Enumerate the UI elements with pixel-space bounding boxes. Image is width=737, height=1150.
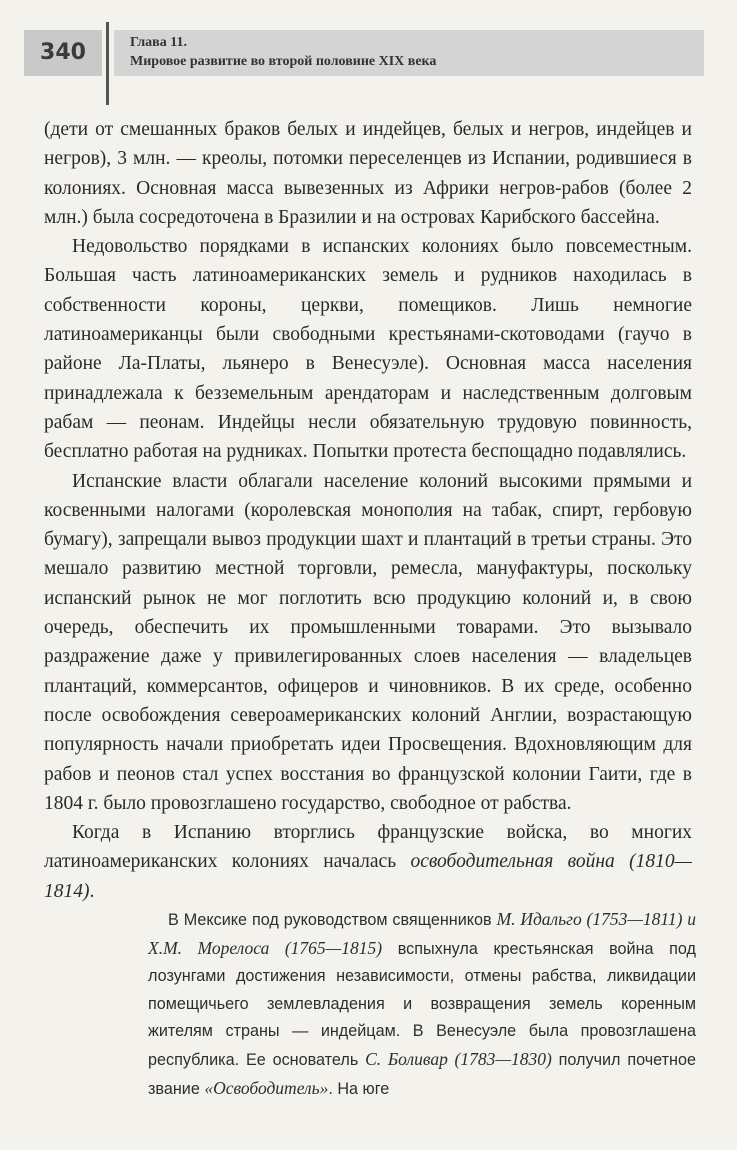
chapter-label: Глава 11.	[130, 35, 187, 50]
paragraph-4-end: .	[89, 880, 95, 902]
sidebar-paragraph	[148, 906, 696, 1103]
paragraph-2: Недовольство порядками в испанских колониях было повсеместным. Большая часть латиноамериканских земель и рудников находилась в собственности короны, церкви, помещиков. Лишь немногие латиноамериканцы были свободными крестьянами-скотоводами (гаучо в районе Ла-Платы, льянеро в Венесуэле). Основная масса населения принадлежала к безземельным арендаторам и наследственным долговым рабам — пеонам. Индейцы несли обязательную трудовую повинность, бесплатно работая на рудниках. Попытки протеста беспощадно подавлялись.	[44, 236, 692, 463]
sidebar-emphasis-3: «Освободитель»	[204, 1077, 329, 1098]
sidebar-text-1: В Мексике под руководством священников	[168, 911, 497, 929]
header-divider	[106, 22, 109, 105]
sidebar-text-3: получил почетное звание	[148, 1050, 696, 1098]
sidebar-note	[148, 906, 696, 1103]
chapter-title: Мировое развитие во второй половине XIX века	[130, 54, 437, 69]
sidebar-text-4: . На юге	[328, 1079, 390, 1098]
sidebar-emphasis-2: С. Боливар (1783—1830)	[365, 1048, 552, 1069]
paragraph-4	[44, 818, 692, 906]
sidebar-emphasis-1: М. Идальго (1753—1811) и Х.М. Морелоса (1765—1815)	[148, 909, 696, 958]
running-title-band	[114, 30, 704, 76]
paragraph-4-emphasis: освободительная война (1810—1814)	[44, 851, 692, 902]
paragraph-1: (дети от смешанных браков белых и индейцев, белых и негров, индейцев и негров), 3 млн. — креолы, потомки переселенцев из Испании, родившиеся в колониях. Основная масса вывезенных из Африки негров-рабов (более 2 млн.) была сосредоточена в Бразилии и на островах Карибского бассейна.	[44, 119, 692, 228]
main-text	[44, 115, 692, 906]
page-number: 340	[40, 40, 86, 65]
page-header	[0, 0, 737, 100]
sidebar-text-2: вспыхнула крестьянская война под лозунгами достижения независимости, отмены рабства, ликвидации помещичьего землевладения и возвращения земель коренным жителям страны — индейцам. В Венесуэле была провозглашена республика. Ее основатель	[148, 939, 696, 1069]
page-number-box	[24, 30, 102, 76]
paragraph-4-text: Когда в Испанию вторглись французские войска, во многих латиноамериканских колониях началась	[44, 822, 692, 873]
paragraph-3: Испанские власти облагали население колоний высокими прямыми и косвенными налогами (королевская монополия на табак, спирт, гербовую бумагу), запрещали вывоз продукции шахт и плантаций в третьи страны. Это мешало развитию местной торговли, ремесла, мануфактуры, поскольку испанский рынок не мог поглотить всю продукцию колоний и, в свою очередь, обеспечить их промышленными товарами. Это вызывало раздражение даже у привилегированных слоев населения — владельцев плантаций, коммерсантов, офицеров и чиновников. В их среде, особенно после освобождения североамериканских колоний Англии, возрастающую популярность начали приобретать идеи Просвещения. Вдохновляющим для рабов и пеонов стал успех восстания во французской колонии Гаити, где в 1804 г. было провозглашено государство, свободное от рабства.	[44, 470, 692, 814]
